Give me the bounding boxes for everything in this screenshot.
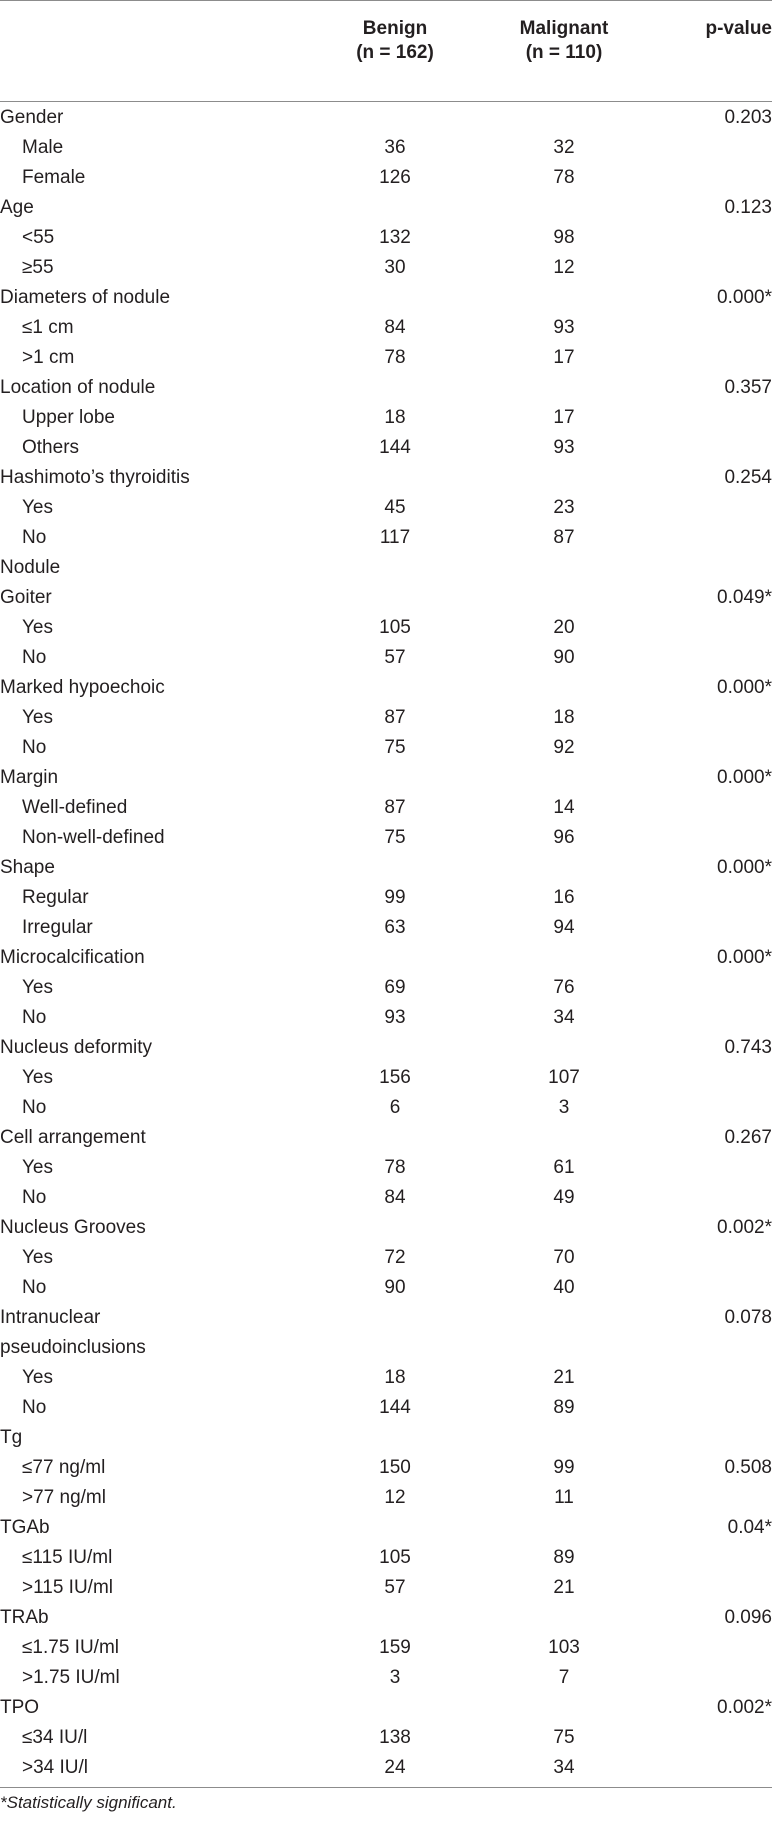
table-row xyxy=(0,1633,772,1663)
table-row xyxy=(0,703,772,733)
row-label: Hashimoto’s thyroiditis xyxy=(0,467,190,488)
row-label: ≤34 IU/l xyxy=(22,1727,88,1748)
table-row-category xyxy=(0,583,772,613)
cell-p-value: 0.203 xyxy=(724,107,772,128)
table-row-category xyxy=(0,463,772,493)
table-row xyxy=(0,613,772,643)
cell-malignant: 40 xyxy=(553,1277,575,1298)
cell-benign: 72 xyxy=(384,1247,406,1268)
table-row xyxy=(0,1093,772,1123)
header-benign-count: (n = 162) xyxy=(356,42,434,63)
header-p-value: p-value xyxy=(705,18,772,39)
row-label: Yes xyxy=(22,1247,53,1268)
header-malignant-count: (n = 110) xyxy=(525,42,603,63)
cell-malignant: 34 xyxy=(553,1007,575,1028)
table-row xyxy=(0,823,772,853)
cell-malignant: 94 xyxy=(553,917,575,938)
table-row-category xyxy=(0,673,772,703)
row-label: No xyxy=(22,1097,47,1118)
row-label: Shape xyxy=(0,857,55,878)
cell-benign: 78 xyxy=(384,347,406,368)
row-label: TPO xyxy=(0,1697,40,1718)
cell-malignant: 93 xyxy=(553,437,575,458)
table-row-category xyxy=(0,1333,772,1363)
cell-benign: 156 xyxy=(379,1067,411,1088)
cell-benign: 45 xyxy=(384,497,406,518)
table-row-category xyxy=(0,103,772,133)
cell-benign: 87 xyxy=(384,797,406,818)
row-label: TGAb xyxy=(0,1517,50,1538)
cell-malignant: 93 xyxy=(553,317,575,338)
table-row xyxy=(0,1483,772,1513)
cell-benign: 75 xyxy=(384,737,406,758)
cell-malignant: 11 xyxy=(554,1487,574,1508)
table-header xyxy=(0,1,772,101)
header-benign-title: Benign xyxy=(362,18,428,39)
table-row xyxy=(0,253,772,283)
cell-benign: 30 xyxy=(384,257,406,278)
row-label: ≥55 xyxy=(22,257,54,278)
row-label: >1.75 IU/ml xyxy=(22,1667,120,1688)
cell-malignant: 70 xyxy=(553,1247,575,1268)
table-row xyxy=(0,343,772,373)
cell-malignant: 34 xyxy=(553,1757,575,1778)
table-row-category xyxy=(0,553,772,583)
table-row-category xyxy=(0,763,772,793)
table-row xyxy=(0,1663,772,1693)
row-label: Location of nodule xyxy=(0,377,156,398)
row-label: Nucleus Grooves xyxy=(0,1217,146,1238)
cell-p-value: 0.267 xyxy=(724,1127,772,1148)
cell-p-value: 0.002* xyxy=(717,1697,772,1718)
table-row xyxy=(0,403,772,433)
cell-benign: 144 xyxy=(379,1397,411,1418)
footnote: *Statistically significant. xyxy=(0,1793,177,1812)
row-label: No xyxy=(22,1187,47,1208)
cell-benign: 132 xyxy=(379,227,411,248)
cell-p-value: 0.254 xyxy=(724,467,772,488)
row-label: No xyxy=(22,647,47,668)
table-body xyxy=(0,102,772,1783)
row-label: Regular xyxy=(22,887,89,908)
row-label: No xyxy=(22,1397,47,1418)
table-row xyxy=(0,1243,772,1273)
row-label: ≤1.75 IU/ml xyxy=(22,1637,120,1658)
table-row xyxy=(0,1273,772,1303)
cell-malignant: 3 xyxy=(558,1097,570,1118)
row-label: Diameters of nodule xyxy=(0,287,171,308)
cell-p-value: 0.000* xyxy=(717,287,772,308)
cell-p-value: 0.002* xyxy=(717,1217,772,1238)
row-label: Yes xyxy=(22,497,53,518)
cell-benign: 69 xyxy=(384,977,406,998)
cell-malignant: 76 xyxy=(553,977,575,998)
cell-p-value: 0.357 xyxy=(724,377,772,398)
table-row-category xyxy=(0,1603,772,1633)
row-label: Yes xyxy=(22,617,53,638)
table-row xyxy=(0,313,772,343)
cell-malignant: 92 xyxy=(553,737,575,758)
row-label: Margin xyxy=(0,767,59,788)
row-label: >77 ng/ml xyxy=(22,1487,106,1508)
table-row-category xyxy=(0,1423,772,1453)
table-row xyxy=(0,973,772,1003)
row-label: No xyxy=(22,1277,47,1298)
table-row xyxy=(0,1393,772,1423)
header-benign xyxy=(330,17,460,65)
cell-malignant: 14 xyxy=(553,797,575,818)
cell-benign: 93 xyxy=(384,1007,406,1028)
cell-benign: 105 xyxy=(379,1547,411,1568)
row-label: >1 cm xyxy=(22,347,75,368)
table-row xyxy=(0,493,772,523)
cell-malignant: 49 xyxy=(553,1187,575,1208)
row-label: Gender xyxy=(0,107,64,128)
cell-malignant: 89 xyxy=(553,1397,575,1418)
cell-malignant: 96 xyxy=(553,827,575,848)
row-label: Goiter xyxy=(0,587,52,608)
row-label: ≤77 ng/ml xyxy=(22,1457,106,1478)
table-row xyxy=(0,793,772,823)
header-malignant-title: Malignant xyxy=(519,18,609,39)
cell-malignant: 20 xyxy=(553,617,575,638)
cell-malignant: 75 xyxy=(553,1727,575,1748)
table-row xyxy=(0,1183,772,1213)
table-row xyxy=(0,523,772,553)
row-label: Age xyxy=(0,197,34,218)
table-row-category xyxy=(0,943,772,973)
cell-benign: 126 xyxy=(379,167,411,188)
row-label: Others xyxy=(22,437,80,458)
cell-malignant: 107 xyxy=(548,1067,580,1088)
table-row-category xyxy=(0,1123,772,1153)
row-label: Yes xyxy=(22,1367,53,1388)
cell-benign: 18 xyxy=(384,407,406,428)
row-label: pseudoinclusions xyxy=(0,1337,146,1358)
cell-benign: 18 xyxy=(384,1367,406,1388)
cell-benign: 144 xyxy=(379,437,411,458)
cell-benign: 117 xyxy=(379,527,411,548)
cell-malignant: 103 xyxy=(548,1637,580,1658)
row-label: Yes xyxy=(22,707,53,728)
table-row xyxy=(0,163,772,193)
row-label: Well-defined xyxy=(22,797,128,818)
row-label: Female xyxy=(22,167,86,188)
table-row xyxy=(0,1723,772,1753)
row-label: Microcalcification xyxy=(0,947,145,968)
header-malignant xyxy=(494,17,634,65)
cell-malignant: 7 xyxy=(558,1667,570,1688)
row-label: <55 xyxy=(22,227,55,248)
row-label: Male xyxy=(22,137,64,158)
table-row xyxy=(0,913,772,943)
table-row xyxy=(0,1543,772,1573)
cell-malignant: 17 xyxy=(553,407,575,428)
row-label: No xyxy=(22,527,47,548)
table-row-category xyxy=(0,853,772,883)
cell-benign: 90 xyxy=(384,1277,406,1298)
cell-p-value: 0.000* xyxy=(717,857,772,878)
table-row xyxy=(0,223,772,253)
cell-benign: 105 xyxy=(379,617,411,638)
table-row xyxy=(0,643,772,673)
cell-benign: 3 xyxy=(389,1667,401,1688)
row-label: Upper lobe xyxy=(22,407,115,428)
cell-malignant: 90 xyxy=(553,647,575,668)
row-label: Non-well-defined xyxy=(22,827,165,848)
cell-benign: 6 xyxy=(389,1097,401,1118)
row-label: Yes xyxy=(22,1157,53,1178)
row-label: Marked hypoechoic xyxy=(0,677,165,698)
row-label: No xyxy=(22,737,47,758)
cell-malignant: 78 xyxy=(553,167,575,188)
cell-malignant: 89 xyxy=(553,1547,575,1568)
cell-benign: 57 xyxy=(384,647,406,668)
cell-malignant: 12 xyxy=(553,257,575,278)
cell-p-value: 0.096 xyxy=(724,1607,772,1628)
cell-p-value: 0.049* xyxy=(717,587,772,608)
cell-malignant: 87 xyxy=(553,527,575,548)
cell-benign: 24 xyxy=(384,1757,406,1778)
cell-benign: 84 xyxy=(384,317,406,338)
cell-benign: 150 xyxy=(379,1457,411,1478)
cell-malignant: 98 xyxy=(553,227,575,248)
cell-p-value: 0.000* xyxy=(717,677,772,698)
cell-p-value: 0.078 xyxy=(724,1307,772,1328)
cell-benign: 57 xyxy=(384,1577,406,1598)
table-row xyxy=(0,1063,772,1093)
table-row xyxy=(0,1153,772,1183)
cell-malignant: 99 xyxy=(553,1457,575,1478)
cell-malignant: 32 xyxy=(553,137,575,158)
table-row xyxy=(0,1573,772,1603)
cell-benign: 78 xyxy=(384,1157,406,1178)
cell-benign: 99 xyxy=(384,887,406,908)
cell-p-value: 0.508 xyxy=(724,1457,772,1478)
table-row-category xyxy=(0,373,772,403)
table-row xyxy=(0,1363,772,1393)
cell-p-value: 0.123 xyxy=(724,197,772,218)
cell-p-value: 0.743 xyxy=(724,1037,772,1058)
row-label: Nucleus deformity xyxy=(0,1037,153,1058)
table-row-category xyxy=(0,1513,772,1543)
cell-malignant: 61 xyxy=(553,1157,575,1178)
cell-malignant: 18 xyxy=(553,707,575,728)
cell-benign: 87 xyxy=(384,707,406,728)
row-label: TRAb xyxy=(0,1607,49,1628)
row-label: Yes xyxy=(22,977,53,998)
row-label: Yes xyxy=(22,1067,53,1088)
cell-benign: 63 xyxy=(384,917,406,938)
cell-benign: 159 xyxy=(379,1637,411,1658)
cell-benign: 138 xyxy=(379,1727,411,1748)
table-row-category xyxy=(0,283,772,313)
table-row-category xyxy=(0,1693,772,1723)
cell-p-value: 0.000* xyxy=(717,947,772,968)
cell-benign: 75 xyxy=(384,827,406,848)
table-row xyxy=(0,133,772,163)
cell-malignant: 16 xyxy=(553,887,575,908)
row-label: Cell arrangement xyxy=(0,1127,146,1148)
table-row xyxy=(0,1003,772,1033)
row-label: Nodule xyxy=(0,557,61,578)
table-row-category xyxy=(0,1213,772,1243)
cell-malignant: 17 xyxy=(553,347,575,368)
row-label: Irregular xyxy=(22,917,93,938)
table-row xyxy=(0,433,772,463)
table-row-category xyxy=(0,193,772,223)
table-row xyxy=(0,1453,772,1483)
cell-malignant: 23 xyxy=(553,497,575,518)
table-row xyxy=(0,883,772,913)
table-row-category xyxy=(0,1303,772,1333)
cell-p-value: 0.000* xyxy=(717,767,772,788)
row-label: >34 IU/l xyxy=(22,1757,89,1778)
table-row xyxy=(0,1753,772,1783)
cell-benign: 12 xyxy=(384,1487,406,1508)
cell-malignant: 21 xyxy=(553,1367,575,1388)
cell-p-value: 0.04* xyxy=(727,1517,772,1538)
table-row xyxy=(0,733,772,763)
row-label: >115 IU/ml xyxy=(22,1577,113,1598)
row-label: ≤115 IU/ml xyxy=(22,1547,113,1568)
row-label: Tg xyxy=(0,1427,23,1448)
row-label: No xyxy=(22,1007,47,1028)
row-label: Intranuclear xyxy=(0,1307,101,1328)
cell-benign: 84 xyxy=(384,1187,406,1208)
cell-malignant: 21 xyxy=(553,1577,575,1598)
cell-benign: 36 xyxy=(384,137,406,158)
row-label: ≤1 cm xyxy=(22,317,74,338)
table-row-category xyxy=(0,1033,772,1063)
